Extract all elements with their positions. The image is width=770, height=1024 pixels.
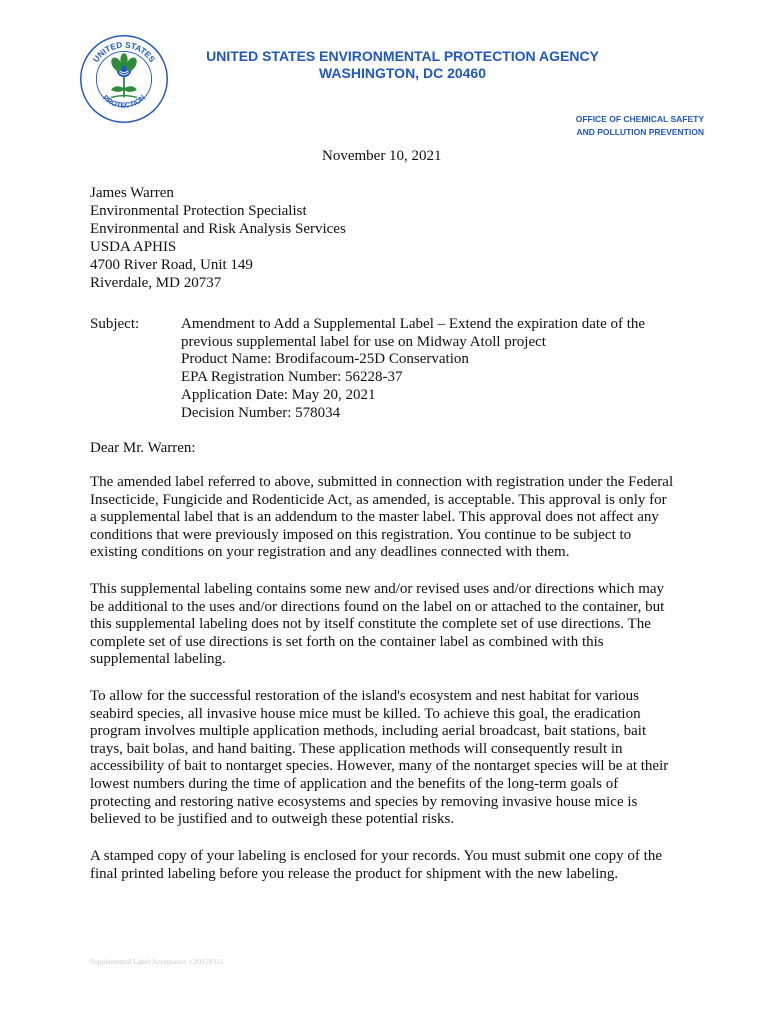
paragraph-line: supplemental labeling. xyxy=(90,651,226,668)
paragraph-line: existing conditions on your registration and any deadlines connected with them. xyxy=(90,544,570,561)
body-paragraph xyxy=(90,581,690,669)
seal-text-top: UNITED STATES xyxy=(91,40,157,65)
paragraph-line: Insecticide, Fungicide and Rodenticide Act, as amended, is acceptable. This approval is only for xyxy=(90,491,667,508)
subject-line: Amendment to Add a Supplemental Label – Extend the expiration date of the xyxy=(181,316,646,332)
paragraph-line: a supplemental label that is an addendum to the master label. This approval does not affect any xyxy=(90,509,659,526)
subject-body xyxy=(181,316,681,422)
paragraph-line: conditions that were previously imposed on this registration. You continue to be subject to xyxy=(90,526,632,543)
body-paragraph xyxy=(90,474,690,562)
paragraph-line: A stamped copy of your labeling is enclosed for your records. You must submit one copy of the xyxy=(90,848,662,864)
product-name: Product Name: Brodifacoum-25D Conservation xyxy=(181,351,469,368)
letter-date: November 10, 2021 xyxy=(322,148,442,164)
recipient-name: James Warren xyxy=(90,185,174,201)
paragraph-line: trays, bait bolas, and hand baiting. These application methods will consequently result in xyxy=(90,740,623,757)
office-line-1: OFFICE OF CHEMICAL SAFETY xyxy=(575,114,704,124)
paragraph-line: be additional to the uses and/or directions found on the label on or attached to the container, but xyxy=(90,598,665,615)
paragraph-line: believed to be justified and to outweigh these potential risks. xyxy=(90,811,455,828)
seal-text-bottom: PROTECTION xyxy=(101,92,147,110)
paragraph-line: protecting and restoring native ecosystems and species by removing invasive house mice is xyxy=(90,793,638,810)
recipient-organization: USDA APHIS xyxy=(90,239,177,255)
application-date: Application Date: May 20, 2021 xyxy=(181,386,376,403)
paragraph-line: accessibility of bait to nontarget species. However, many of the nontarget species will be at their xyxy=(90,758,669,775)
subject-line: previous supplemental label for use on Midway Atoll project xyxy=(181,333,546,350)
recipient-address xyxy=(90,184,346,292)
body-paragraph xyxy=(90,848,690,883)
paragraph-line: final printed labeling before you release the product for shipment with the new labeling. xyxy=(90,865,619,882)
paragraph-line: To allow for the successful restoration of the island's ecosystem and nest habitat for various xyxy=(90,688,640,704)
paragraph-line: The amended label referred to above, submitted in connection with registration under the Federal xyxy=(90,474,674,490)
epa-seal-logo xyxy=(78,33,170,125)
registration-number: EPA Registration Number: 56228-37 xyxy=(181,369,403,386)
decision-number: Decision Number: 578034 xyxy=(181,404,341,421)
paragraph-line: complete set of use directions is set forth on the container label as combined with this xyxy=(90,633,604,650)
office-heading xyxy=(576,113,704,138)
agency-heading xyxy=(175,48,630,82)
agency-address: WASHINGTON, DC 20460 xyxy=(318,65,486,81)
form-version-footer: Supplemental Label Acceptance v.20150311 xyxy=(90,957,224,966)
recipient-department: Environmental and Risk Analysis Services xyxy=(90,221,346,237)
recipient-city: Riverdale, MD 20737 xyxy=(90,275,222,291)
office-line-2: AND POLLUTION PREVENTION xyxy=(576,126,704,137)
body-paragraph xyxy=(90,688,690,829)
recipient-street: 4700 River Road, Unit 149 xyxy=(90,257,253,273)
subject-label: Subject: xyxy=(90,316,140,332)
paragraph-line: lowest numbers during the time of application and the benefits of the long-term goals of xyxy=(90,775,619,792)
agency-name: UNITED STATES ENVIRONMENTAL PROTECTION AGENCY xyxy=(206,48,599,64)
paragraph-line: This supplemental labeling contains some new and/or revised uses and/or directions which may xyxy=(90,581,665,597)
paragraph-line: this supplemental labeling does not by itself constitute the complete set of use directions. The xyxy=(90,616,651,633)
paragraph-line: program involves multiple application methods, including aerial broadcast, bait stations, bait xyxy=(90,723,647,740)
paragraph-line: seabird species, all invasive house mice must be killed. To achieve this goal, the eradication xyxy=(90,705,641,722)
recipient-title: Environmental Protection Specialist xyxy=(90,203,307,219)
salutation: Dear Mr. Warren: xyxy=(90,440,196,456)
